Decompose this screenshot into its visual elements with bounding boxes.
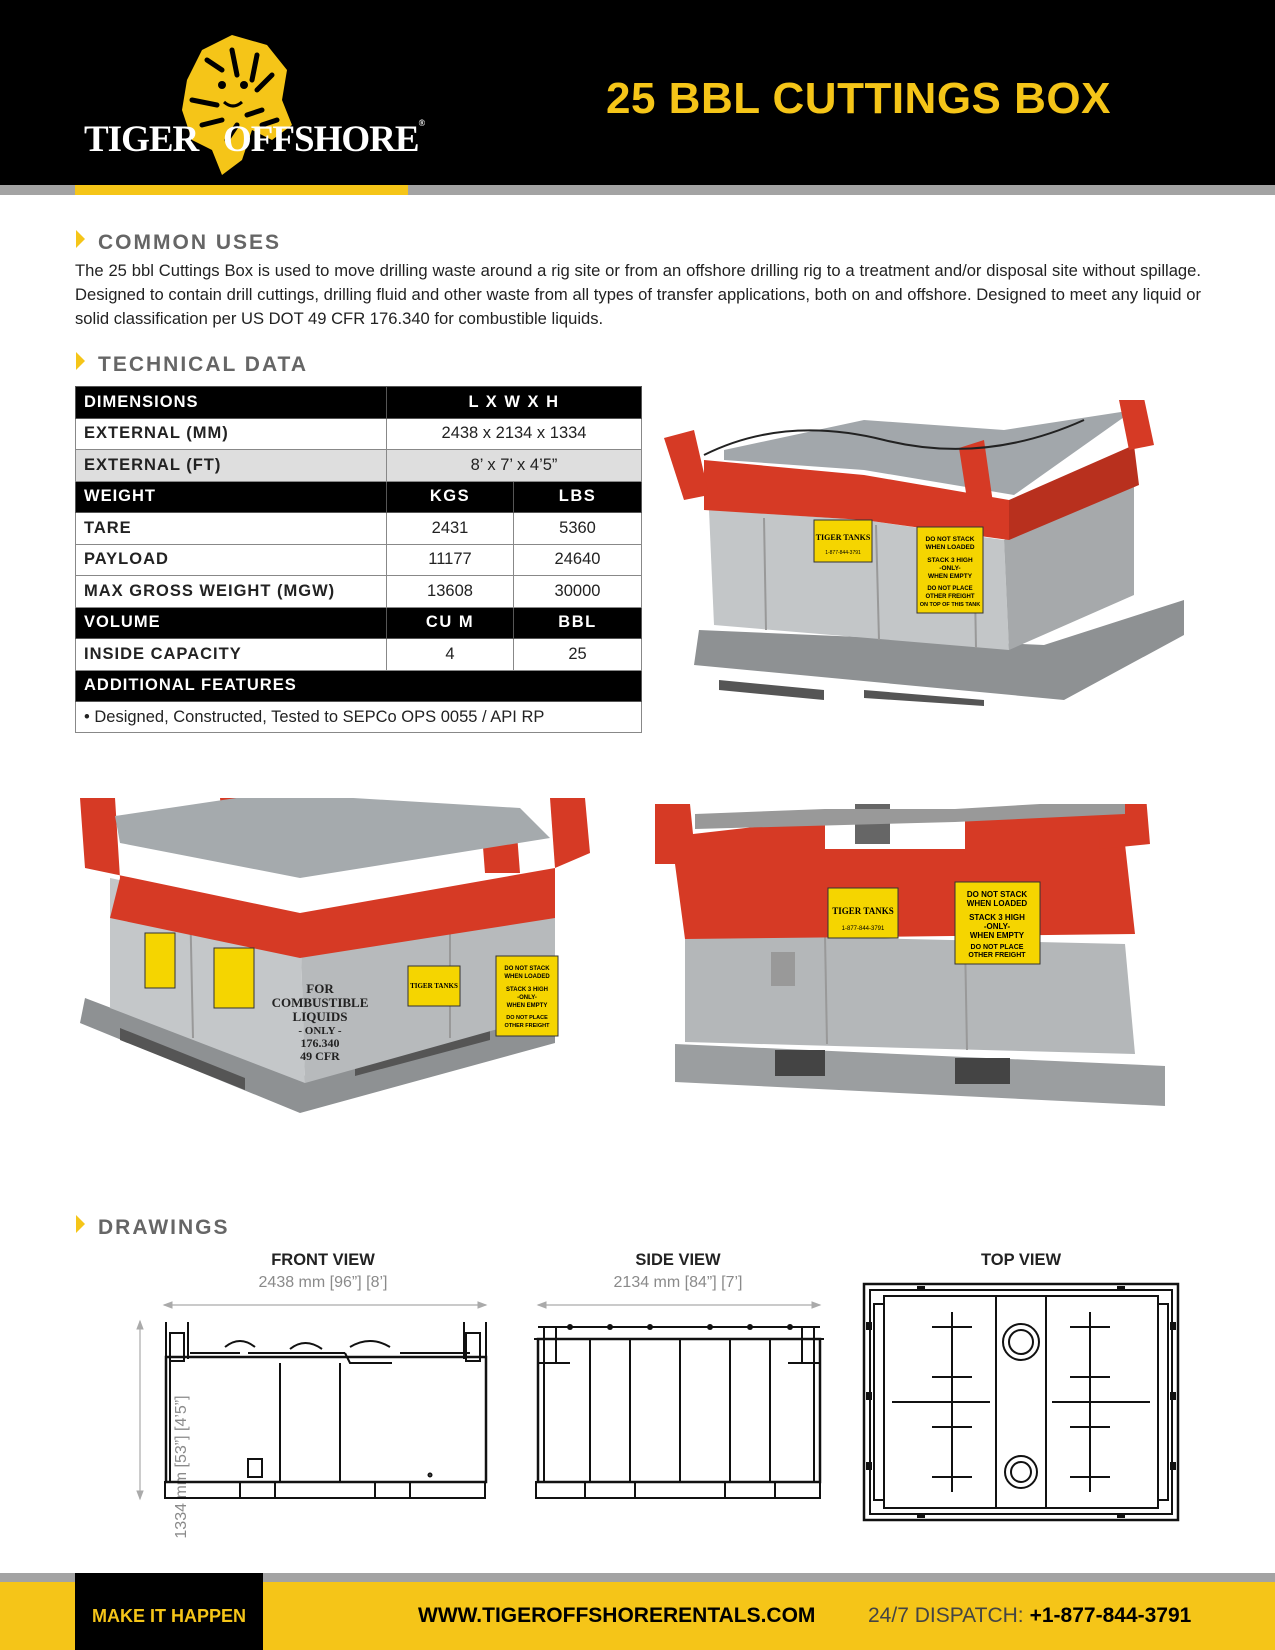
warning-decal bbox=[917, 527, 983, 613]
table-row bbox=[76, 387, 642, 419]
table-row bbox=[76, 513, 642, 545]
table-cell: 30000 bbox=[514, 576, 642, 608]
tiger-tanks-decal bbox=[408, 966, 460, 1006]
svg-text:WHEN EMPTY: WHEN EMPTY bbox=[927, 573, 973, 580]
svg-text:DO NOT PLACE: DO NOT PLACE bbox=[970, 944, 1024, 951]
table-cell: 4 bbox=[387, 639, 514, 671]
table-row bbox=[76, 607, 642, 639]
warning-decal bbox=[496, 956, 558, 1036]
arrow-right-icon bbox=[76, 230, 85, 248]
table-row bbox=[76, 450, 642, 482]
technical-data-table bbox=[75, 386, 642, 733]
svg-text:STACK 3 HIGH: STACK 3 HIGH bbox=[506, 987, 548, 993]
table-cell: MAX GROSS WEIGHT (MGW) bbox=[76, 576, 387, 608]
table-cell: LBS bbox=[514, 481, 642, 513]
table-cell: TARE bbox=[76, 513, 387, 545]
svg-text:WHEN LOADED: WHEN LOADED bbox=[504, 974, 550, 980]
svg-text:1-877-844-3791: 1-877-844-3791 bbox=[825, 550, 861, 556]
svg-text:- ONLY -: - ONLY - bbox=[298, 1025, 342, 1037]
footer-dispatch bbox=[868, 1604, 1191, 1628]
section-heading-drawings: DRAWINGS bbox=[76, 1215, 230, 1241]
page-title: 25 BBL CUTTINGS BOX bbox=[606, 74, 1111, 123]
footer-website-link[interactable]: WWW.TIGEROFFSHORERENTALS.COM bbox=[418, 1604, 816, 1627]
svg-text:176.340: 176.340 bbox=[300, 1036, 340, 1050]
svg-text:OTHER FREIGHT: OTHER FREIGHT bbox=[968, 952, 1026, 959]
table-cell: 25 bbox=[514, 639, 642, 671]
header-stripe bbox=[0, 185, 1275, 195]
table-cell: 2438 x 2134 x 1334 bbox=[387, 418, 642, 450]
table-row bbox=[76, 670, 642, 702]
dispatch-label: 24/7 DISPATCH: bbox=[868, 1604, 1024, 1627]
tiger-tanks-decal bbox=[814, 520, 872, 562]
svg-text:WHEN EMPTY: WHEN EMPTY bbox=[506, 1003, 548, 1009]
svg-text:TIGER TANKS: TIGER TANKS bbox=[815, 533, 871, 542]
svg-text:COMBUSTIBLE: COMBUSTIBLE bbox=[271, 995, 369, 1010]
table-cell: VOLUME bbox=[76, 607, 387, 639]
front-view-drawing bbox=[130, 1297, 490, 1507]
table-row bbox=[76, 418, 642, 450]
svg-text:WHEN EMPTY: WHEN EMPTY bbox=[969, 931, 1025, 940]
svg-text:1-877-844-3791: 1-877-844-3791 bbox=[841, 926, 885, 932]
svg-text:-ONLY-: -ONLY- bbox=[939, 565, 961, 572]
svg-text:OTHER FREIGHT: OTHER FREIGHT bbox=[925, 594, 975, 600]
svg-text:-ONLY-: -ONLY- bbox=[983, 922, 1011, 931]
side-view-drawing bbox=[530, 1297, 830, 1507]
table-cell: BBL bbox=[514, 607, 642, 639]
table-cell: 11177 bbox=[387, 544, 514, 576]
front-view-width-dim: 2438 mm [96”] [8’] bbox=[258, 1274, 388, 1291]
tiger-tanks-decal bbox=[828, 888, 898, 938]
svg-text:TIGER TANKS: TIGER TANKS bbox=[410, 982, 458, 990]
svg-text:LIQUIDS: LIQUIDS bbox=[292, 1009, 348, 1024]
cuttings-box-photo-front-left bbox=[70, 798, 625, 1118]
table-row bbox=[76, 481, 642, 513]
table-cell: ADDITIONAL FEATURES bbox=[76, 670, 642, 702]
table-cell: EXTERNAL (MM) bbox=[76, 418, 387, 450]
table-cell: L X W X H bbox=[387, 387, 642, 419]
dispatch-phone-link[interactable]: +1-877-844-3791 bbox=[1029, 1604, 1192, 1627]
table-cell: 2431 bbox=[387, 513, 514, 545]
table-row bbox=[76, 544, 642, 576]
front-view-label: FRONT VIEW bbox=[271, 1251, 375, 1269]
feature-item: • Designed, Constructed, Tested to SEPCo OPS 0055 / API RP bbox=[76, 702, 642, 733]
arrow-right-icon bbox=[76, 352, 85, 370]
table-cell: WEIGHT bbox=[76, 481, 387, 513]
front-view-height-dim: 1334 mm [53”] [4’5”] bbox=[173, 1395, 190, 1539]
table-cell: EXTERNAL (FT) bbox=[76, 450, 387, 482]
svg-text:ON TOP OF THIS TANK: ON TOP OF THIS TANK bbox=[919, 602, 981, 608]
svg-text:DO NOT PLACE: DO NOT PLACE bbox=[506, 1015, 548, 1021]
section-heading-common-uses: COMMON USES bbox=[76, 230, 281, 256]
table-cell: INSIDE CAPACITY bbox=[76, 639, 387, 671]
table-cell: CU M bbox=[387, 607, 514, 639]
footer-tagline: MAKE IT HAPPEN bbox=[91, 1606, 246, 1626]
svg-text:TIGER TANKS: TIGER TANKS bbox=[832, 906, 894, 916]
table-cell: 24640 bbox=[514, 544, 642, 576]
side-view-label: SIDE VIEW bbox=[635, 1251, 721, 1269]
svg-text:DO NOT STACK: DO NOT STACK bbox=[925, 536, 975, 543]
warning-decal bbox=[955, 882, 1040, 964]
svg-text:-ONLY-: -ONLY- bbox=[517, 995, 537, 1001]
svg-text:OTHER FREIGHT: OTHER FREIGHT bbox=[504, 1023, 550, 1029]
arrow-right-icon bbox=[76, 1215, 85, 1233]
tiger-offshore-logo[interactable] bbox=[82, 30, 425, 180]
table-cell: DIMENSIONS bbox=[76, 387, 387, 419]
table-cell: 5360 bbox=[514, 513, 642, 545]
table-cell: PAYLOAD bbox=[76, 544, 387, 576]
table-row bbox=[76, 639, 642, 671]
svg-text:DO NOT STACK: DO NOT STACK bbox=[504, 966, 550, 972]
table-cell: KGS bbox=[387, 481, 514, 513]
svg-text:FOR: FOR bbox=[306, 981, 334, 996]
svg-text:49 CFR: 49 CFR bbox=[300, 1049, 340, 1063]
common-uses-text: The 25 bbl Cuttings Box is used to move drilling waste around a rig site or from an offshore drilling rig to a treatment and/or disposal site without spillage. Designed to contain drill cuttings, drilling fluid and other waste from all types of transfer applications, both on and offshore. Designed to meet any liquid or solid classification per US DOT 49 CFR 176.340 for combustible liquids. bbox=[75, 261, 1201, 328]
svg-text:WHEN LOADED: WHEN LOADED bbox=[925, 544, 975, 551]
cuttings-box-photo-angle bbox=[664, 400, 1206, 710]
svg-text:STACK 3 HIGH: STACK 3 HIGH bbox=[927, 557, 973, 564]
section-heading-technical-data: TECHNICAL DATA bbox=[76, 352, 308, 378]
table-cell: 13608 bbox=[387, 576, 514, 608]
top-view-label: TOP VIEW bbox=[980, 1251, 1062, 1269]
svg-text:DO NOT PLACE: DO NOT PLACE bbox=[927, 586, 973, 592]
side-view-width-dim: 2134 mm [84”] [7’] bbox=[613, 1274, 743, 1291]
page-header bbox=[0, 0, 1275, 185]
svg-text:STACK 3 HIGH: STACK 3 HIGH bbox=[969, 913, 1025, 922]
svg-text:WHEN LOADED: WHEN LOADED bbox=[966, 899, 1028, 908]
table-row bbox=[76, 702, 642, 733]
top-view-drawing bbox=[862, 1282, 1180, 1522]
cuttings-box-photo-side bbox=[655, 804, 1200, 1114]
logo-wordmark: TIGER OFFSHORE® bbox=[84, 118, 425, 160]
table-cell: 8’ x 7’ x 4’5” bbox=[387, 450, 642, 482]
table-row bbox=[76, 576, 642, 608]
svg-text:DO NOT STACK: DO NOT STACK bbox=[966, 890, 1028, 899]
